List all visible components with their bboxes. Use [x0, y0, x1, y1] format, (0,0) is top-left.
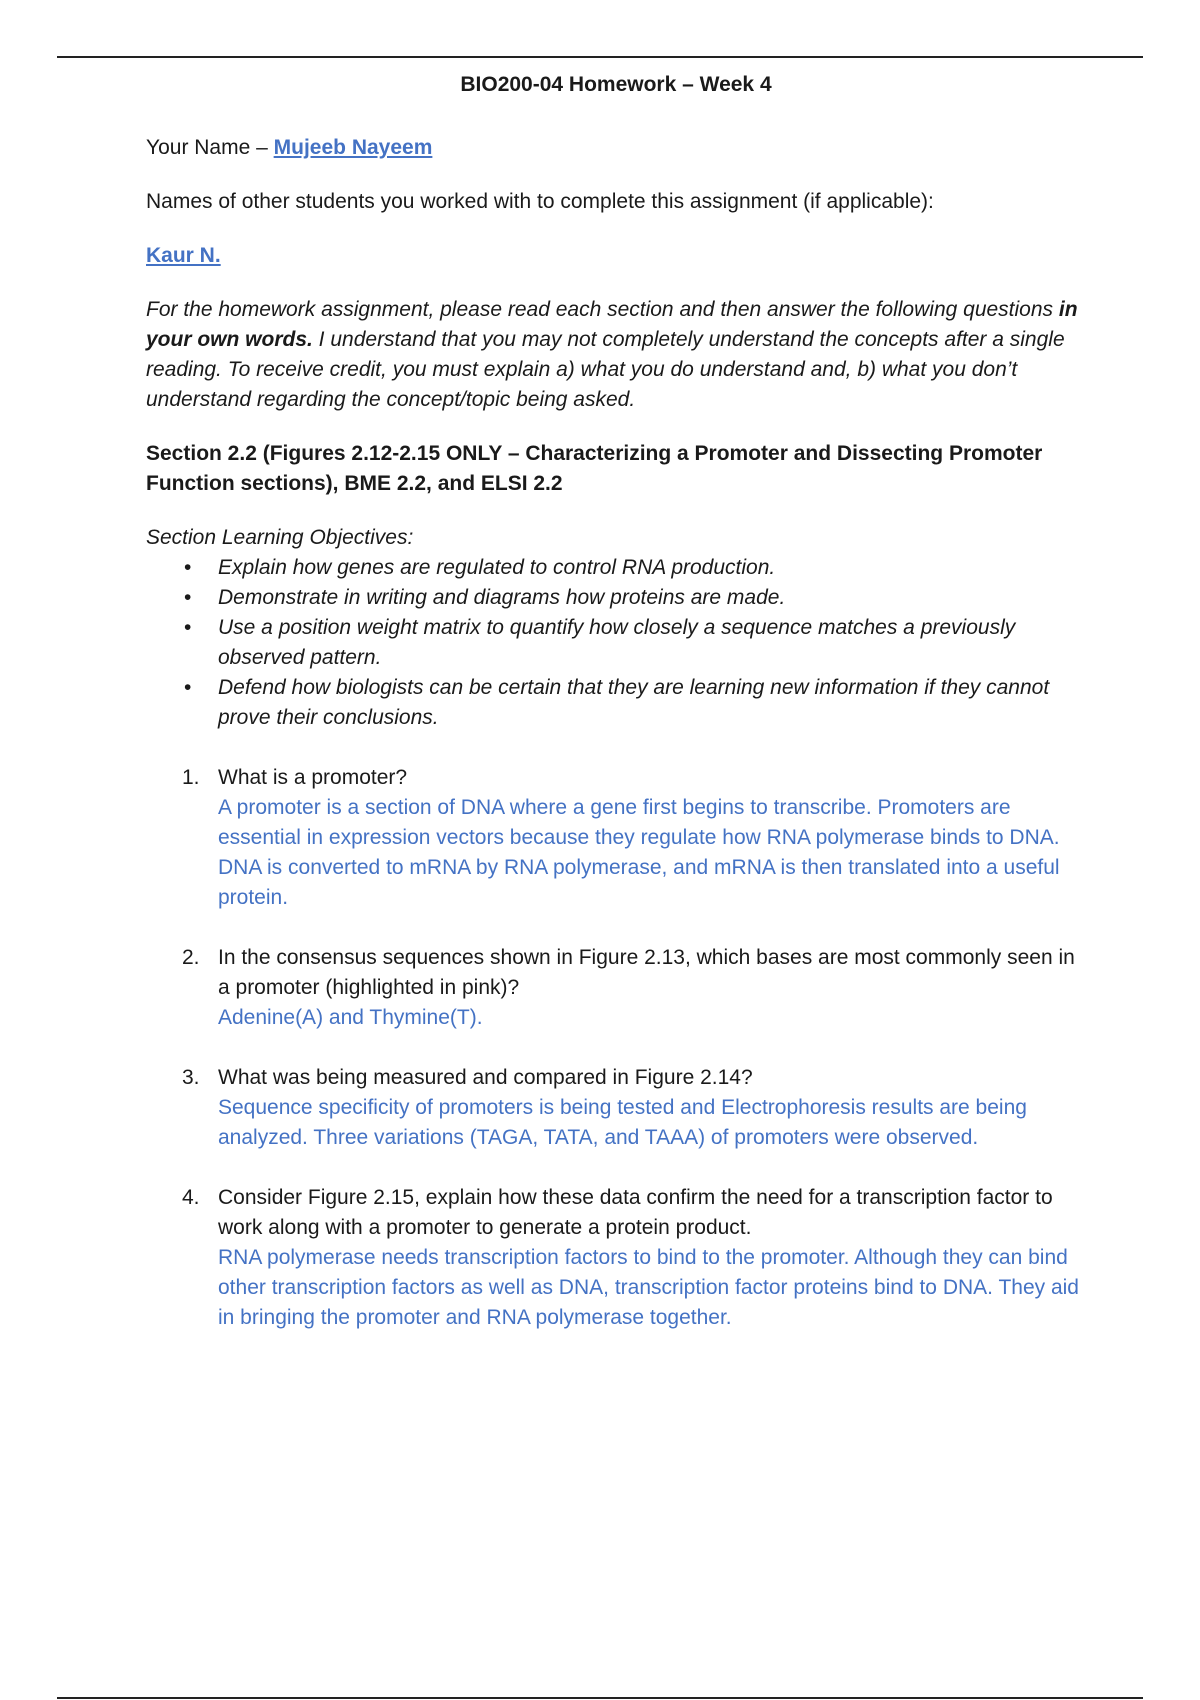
objective-item: • Defend how biologists can be certain that they are learning new information if they cannot prove their conclusions.	[218, 673, 1086, 733]
student-name-link[interactable]: Mujeeb Nayeem	[273, 136, 433, 159]
instructions-text-2: I understand that you may not completely understand the concepts after a single reading. To receive credit, you must explain a) what you do understand and, b) what you don’t understand regarding the concept/topic being asked.	[146, 328, 1065, 411]
document-body	[146, 70, 1086, 1363]
answer-text: A promoter is a section of DNA where a gene first begins to transcribe. Promoters are essential in expression vectors because they regulate how RNA polymerase binds to DNA. DNA is converted to mRNA by RNA polymerase, and mRNA is then translated into a useful protein.	[218, 796, 1060, 909]
question-number: 2.	[182, 946, 200, 969]
question-2	[146, 943, 1086, 1033]
objective-item: • Use a position weight matrix to quantify how closely a sequence matches a previously observed pattern.	[218, 613, 1086, 673]
question-4	[146, 1183, 1086, 1333]
top-rule	[57, 56, 1143, 58]
student-name-line	[146, 133, 1086, 163]
question-3	[146, 1063, 1086, 1153]
objective-item: • Demonstrate in writing and diagrams how proteins are made.	[218, 583, 1086, 613]
page-title: BIO200-04 Homework – Week 4	[460, 73, 772, 96]
answer-text: RNA polymerase needs transcription factors to bind to the promoter. Although they can bind other transcription factors as well as DNA, transcription factor proteins bind to DNA. They aid in bringing the promoter and RNA polymerase together.	[218, 1246, 1079, 1329]
question-number: 1.	[182, 766, 200, 789]
answer-text: Adenine(A) and Thymine(T).	[218, 1006, 483, 1029]
question-number: 3.	[182, 1066, 200, 1089]
section-heading: Section 2.2 (Figures 2.12-2.15 ONLY – Characterizing a Promoter and Dissecting Promoter Function sections), BME 2.2, and ELSI 2.2	[146, 442, 1043, 495]
objectives-label: Section Learning Objectives:	[146, 526, 414, 549]
instructions-text-1: For the homework assignment, please read each section and then answer the following questions	[146, 298, 1059, 321]
objective-item: • Explain how genes are regulated to control RNA production.	[218, 553, 1086, 583]
question-text: In the consensus sequences shown in Figure 2.13, which bases are most commonly seen in a promoter (highlighted in pink)?	[218, 946, 1075, 999]
answer-text: Sequence specificity of promoters is being tested and Electrophoresis results are being analyzed. Three variations (TAGA, TATA, and TAAA) of promoters were observed.	[218, 1096, 1027, 1149]
question-text: What was being measured and compared in Figure 2.14?	[218, 1066, 753, 1089]
instructions-emphasis: in your own words.	[146, 298, 1078, 351]
question-1	[146, 763, 1086, 913]
collaborator-name-line	[146, 241, 1086, 271]
question-text: What is a promoter?	[218, 766, 408, 789]
question-number: 4.	[182, 1186, 200, 1209]
name-label: Your Name –	[146, 136, 274, 159]
bottom-rule	[57, 1697, 1143, 1699]
collaborators-label: Names of other students you worked with to complete this assignment (if applicable):	[146, 190, 934, 213]
objectives-list	[146, 553, 1086, 733]
collaborator-name-link[interactable]: Kaur N.	[146, 244, 221, 267]
question-text: Consider Figure 2.15, explain how these data confirm the need for a transcription factor to work along with a promoter to generate a protein product.	[218, 1186, 1053, 1239]
instructions-paragraph	[146, 295, 1086, 415]
